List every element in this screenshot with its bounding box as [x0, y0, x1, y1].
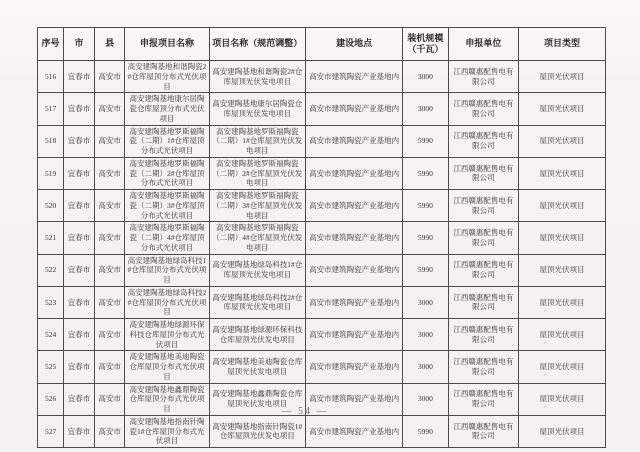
table-body — [38, 61, 606, 448]
cell-construction-site: 高安市建筑陶瓷产业基地内 — [306, 415, 403, 447]
cell-seq-no: 522 — [38, 254, 64, 286]
cell-project-type: 屋顶光伏项目 — [519, 351, 606, 383]
cell-seq-no: 526 — [38, 383, 64, 415]
cell-city: 宜春市 — [64, 351, 95, 383]
cell-seq-no: 521 — [38, 222, 64, 254]
cell-declared-project-name: 高安建陶基地鑫鼎陶瓷仓库屋顶分布式光伏项目 — [125, 383, 209, 415]
cell-seq-no: 519 — [38, 157, 64, 189]
cell-declaring-unit: 江西赣惠配售电有限公司 — [448, 319, 518, 351]
cell-city: 宜春市 — [64, 319, 95, 351]
cell-construction-site: 高安市建筑陶瓷产业基地内 — [306, 254, 403, 286]
col-header-seq-no: 序号 — [38, 28, 64, 61]
cell-project-type: 屋顶光伏项目 — [519, 286, 606, 318]
cell-project-type: 屋顶光伏项目 — [519, 319, 606, 351]
cell-seq-no: 523 — [38, 286, 64, 318]
cell-normalized-project-name: 高安建陶基地康尔居陶瓷仓库屋顶光伏发电项目 — [209, 93, 306, 125]
cell-normalized-project-name: 高安建陶基地鑫鼎陶瓷仓库屋顶光伏发电项目 — [209, 383, 306, 415]
table-header — [38, 28, 606, 61]
cell-city: 宜春市 — [64, 93, 95, 125]
cell-declaring-unit: 江西赣惠配售电有限公司 — [448, 125, 518, 157]
table-row — [38, 125, 606, 157]
cell-installed-capacity-kw: 5990 — [403, 415, 448, 447]
cell-county: 高安市 — [94, 415, 125, 447]
col-header-construction-site: 建设地点 — [306, 28, 403, 61]
cell-city: 宜春市 — [64, 383, 95, 415]
cell-seq-no: 527 — [38, 415, 64, 447]
cell-installed-capacity-kw: 5990 — [403, 254, 448, 286]
cell-project-type: 屋顶光伏项目 — [519, 125, 606, 157]
cell-declaring-unit: 江西赣惠配售电有限公司 — [448, 222, 518, 254]
table-row — [38, 157, 606, 189]
cell-normalized-project-name: 高安建陶基地罗斯福陶瓷（二期）3#仓库屋顶光伏发电项目 — [209, 190, 306, 222]
cell-seq-no: 524 — [38, 319, 64, 351]
cell-construction-site: 高安市建筑陶瓷产业基地内 — [306, 286, 403, 318]
table-row — [38, 319, 606, 351]
cell-declared-project-name: 高安建陶基地绿岛科技2#仓库屋顶分布式光伏项目 — [125, 286, 209, 318]
cell-county: 高安市 — [94, 125, 125, 157]
col-header-city: 市 — [64, 28, 95, 61]
cell-city: 宜春市 — [64, 415, 95, 447]
table-row — [38, 351, 606, 383]
col-header-declared-project-name: 申报项目名称 — [125, 28, 209, 61]
cell-declaring-unit: 江西赣惠配售电有限公司 — [448, 383, 518, 415]
cell-city: 宜春市 — [64, 286, 95, 318]
table-row — [38, 93, 606, 125]
cell-declaring-unit: 江西赣惠配售电有限公司 — [448, 415, 518, 447]
cell-construction-site: 高安市建筑陶瓷产业基地内 — [306, 222, 403, 254]
table-row — [38, 61, 606, 93]
cell-installed-capacity-kw: 3000 — [403, 61, 448, 93]
cell-installed-capacity-kw: 3000 — [403, 351, 448, 383]
cell-declared-project-name: 高安建陶基地康尔居陶瓷仓库屋顶分布式光伏项目 — [125, 93, 209, 125]
col-header-installed-capacity-kw: 装机规模（千瓦） — [403, 28, 448, 61]
cell-project-type: 屋顶光伏项目 — [519, 190, 606, 222]
cell-construction-site: 高安市建筑陶瓷产业基地内 — [306, 157, 403, 189]
cell-declared-project-name: 高安建陶基地和谐陶瓷2#仓库屋顶分布式光伏项目 — [125, 61, 209, 93]
cell-seq-no: 516 — [38, 61, 64, 93]
cell-construction-site: 高安市建筑陶瓷产业基地内 — [306, 319, 403, 351]
cell-declared-project-name: 高安建陶基地绿源环保科技仓库屋顶分布式光伏项目 — [125, 319, 209, 351]
table-row — [38, 415, 606, 447]
cell-seq-no: 518 — [38, 125, 64, 157]
cell-seq-no: 525 — [38, 351, 64, 383]
cell-seq-no: 520 — [38, 190, 64, 222]
cell-construction-site: 高安市建筑陶瓷产业基地内 — [306, 93, 403, 125]
table-row — [38, 222, 606, 254]
table-row — [38, 190, 606, 222]
cell-installed-capacity-kw: 3000 — [403, 383, 448, 415]
cell-construction-site: 高安市建筑陶瓷产业基地内 — [306, 351, 403, 383]
cell-normalized-project-name: 高安建陶基地罗斯福陶瓷（二期）1#仓库屋顶光伏发电项目 — [209, 125, 306, 157]
cell-declaring-unit: 江西赣惠配售电有限公司 — [448, 254, 518, 286]
cell-county: 高安市 — [94, 222, 125, 254]
cell-project-type: 屋顶光伏项目 — [519, 254, 606, 286]
cell-construction-site: 高安市建筑陶瓷产业基地内 — [306, 190, 403, 222]
page-number: — 54 — — [281, 406, 329, 417]
cell-project-type: 屋顶光伏项目 — [519, 222, 606, 254]
cell-declared-project-name: 高安建陶基地罗斯福陶瓷（二期）4#仓库屋顶分布式光伏项目 — [125, 222, 209, 254]
cell-county: 高安市 — [94, 61, 125, 93]
cell-city: 宜春市 — [64, 61, 95, 93]
cell-project-type: 屋顶光伏项目 — [519, 157, 606, 189]
cell-normalized-project-name: 高安建陶基地绿源环保科技仓库屋顶光伏发电项目 — [209, 319, 306, 351]
cell-declared-project-name: 高安建陶基地美迪陶瓷仓库屋顶分布式光伏项目 — [125, 351, 209, 383]
cell-installed-capacity-kw: 5990 — [403, 190, 448, 222]
cell-installed-capacity-kw: 3000 — [403, 93, 448, 125]
table-row — [38, 254, 606, 286]
cell-county: 高安市 — [94, 190, 125, 222]
cell-normalized-project-name: 高安建陶基地美迪陶瓷仓库屋顶光伏发电项目 — [209, 351, 306, 383]
table-header-row — [38, 28, 606, 61]
cell-project-type: 屋顶光伏项目 — [519, 415, 606, 447]
cell-county: 高安市 — [94, 254, 125, 286]
col-header-project-type: 项目类型 — [519, 28, 606, 61]
cell-construction-site: 高安市建筑陶瓷产业基地内 — [306, 61, 403, 93]
pv-project-table — [37, 27, 606, 448]
cell-declared-project-name: 高安建陶基地罗斯福陶瓷（二期）2#仓库屋顶分布式光伏项目 — [125, 157, 209, 189]
cell-construction-site: 高安市建筑陶瓷产业基地内 — [306, 125, 403, 157]
cell-installed-capacity-kw: 3000 — [403, 319, 448, 351]
cell-county: 高安市 — [94, 319, 125, 351]
cell-declaring-unit: 江西赣惠配售电有限公司 — [448, 351, 518, 383]
cell-county: 高安市 — [94, 93, 125, 125]
cell-county: 高安市 — [94, 383, 125, 415]
cell-city: 宜春市 — [64, 125, 95, 157]
cell-county: 高安市 — [94, 351, 125, 383]
cell-normalized-project-name: 高安建陶基地罗斯福陶瓷（二期）2#仓库屋顶光伏发电项目 — [209, 157, 306, 189]
cell-declaring-unit: 江西赣惠配售电有限公司 — [448, 190, 518, 222]
cell-declaring-unit: 江西赣惠配售电有限公司 — [448, 286, 518, 318]
cell-city: 宜春市 — [64, 190, 95, 222]
cell-normalized-project-name: 高安建陶基地罗斯福陶瓷（二期）4#仓库屋顶光伏发电项目 — [209, 222, 306, 254]
cell-normalized-project-name: 高安建陶基地绿岛科技1#仓库屋顶光伏发电项目 — [209, 254, 306, 286]
cell-declared-project-name: 高安建陶基地罗斯福陶瓷（二期）3#仓库屋顶分布式光伏项目 — [125, 190, 209, 222]
cell-city: 宜春市 — [64, 254, 95, 286]
cell-project-type: 屋顶光伏项目 — [519, 61, 606, 93]
cell-normalized-project-name: 高安建陶基地指南针陶瓷1#仓库屋顶光伏发电项目 — [209, 415, 306, 447]
col-header-declaring-unit: 申报单位 — [448, 28, 518, 61]
col-header-county: 县 — [94, 28, 125, 61]
cell-installed-capacity-kw: 3000 — [403, 286, 448, 318]
cell-county: 高安市 — [94, 157, 125, 189]
cell-city: 宜春市 — [64, 157, 95, 189]
cell-declared-project-name: 高安建陶基地绿岛科技1#仓库屋顶分布式光伏项目 — [125, 254, 209, 286]
cell-declaring-unit: 江西赣惠配售电有限公司 — [448, 93, 518, 125]
cell-declaring-unit: 江西赣惠配售电有限公司 — [448, 61, 518, 93]
cell-declaring-unit: 江西赣惠配售电有限公司 — [448, 157, 518, 189]
cell-declared-project-name: 高安建陶基地罗斯福陶瓷（二期）1#仓库屋顶分布式光伏项目 — [125, 125, 209, 157]
cell-installed-capacity-kw: 5990 — [403, 157, 448, 189]
cell-declared-project-name: 高安建陶基地指南针陶瓷1#仓库屋顶分布式光伏项目 — [125, 415, 209, 447]
cell-county: 高安市 — [94, 286, 125, 318]
cell-project-type: 屋顶光伏项目 — [519, 383, 606, 415]
cell-seq-no: 517 — [38, 93, 64, 125]
cell-installed-capacity-kw: 5990 — [403, 125, 448, 157]
cell-project-type: 屋顶光伏项目 — [519, 93, 606, 125]
table-row — [38, 286, 606, 318]
cell-construction-site: 高安市建筑陶瓷产业基地内 — [306, 383, 403, 415]
col-header-normalized-project-name: 项目名称（规范调整） — [209, 28, 306, 61]
cell-city: 宜春市 — [64, 222, 95, 254]
cell-installed-capacity-kw: 5990 — [403, 222, 448, 254]
cell-normalized-project-name: 高安建陶基地绿岛科技2#仓库屋顶光伏发电项目 — [209, 286, 306, 318]
cell-normalized-project-name: 高安建陶基地和谐陶瓷2#仓库屋顶光伏发电项目 — [209, 61, 306, 93]
